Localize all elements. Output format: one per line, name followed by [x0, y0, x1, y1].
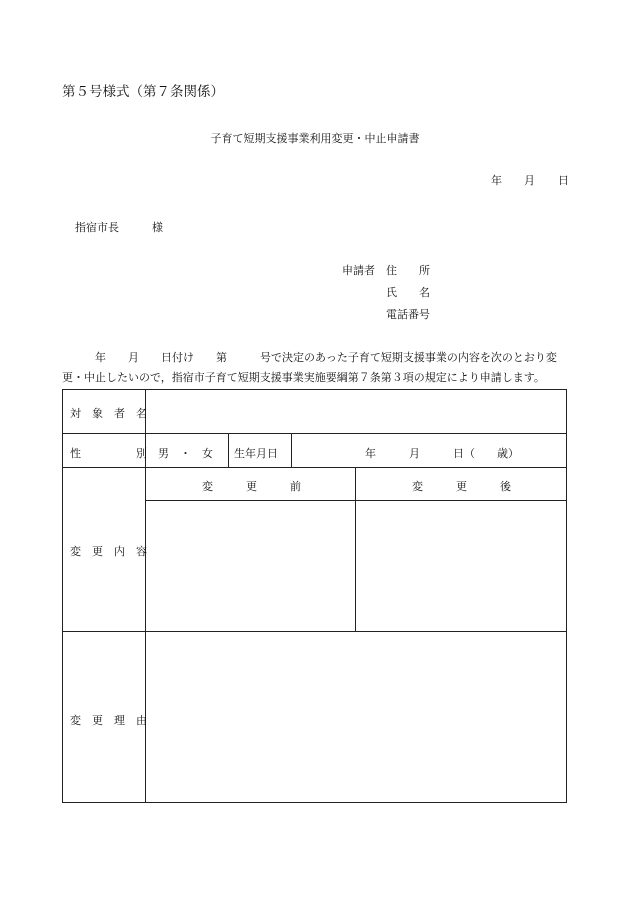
subject-name-label: 対 象 者 名 — [70, 407, 147, 420]
application-table — [62, 389, 567, 803]
applicant-label: 申請者 — [342, 264, 375, 277]
date-year: 年 — [491, 174, 502, 187]
change-reason-label: 変 更 理 由 — [70, 714, 147, 727]
application-paragraph — [62, 348, 582, 388]
column-divider — [355, 467, 356, 631]
applicant-phone-label: 電話番号 — [386, 308, 430, 321]
addressee-name: 指宿市長 — [75, 221, 119, 234]
applicant-address-label: 住 所 — [386, 264, 430, 277]
before-change-label: 変 更 前 — [202, 480, 301, 493]
paragraph-line-1: 年 月 日付け 第 号で決定のあった子育て短期支援事業の内容を次のとおり変 — [62, 351, 557, 364]
column-divider — [291, 433, 292, 467]
addressee-honorific: 様 — [152, 221, 163, 234]
column-divider — [228, 433, 229, 467]
row-divider — [63, 467, 566, 468]
form-number: 第５号様式（第７条関係） — [62, 84, 224, 100]
date-month: 月 — [524, 174, 535, 187]
date-day: 日 — [558, 174, 569, 187]
birth-date-value: 年 月 日（ 歳） — [365, 447, 519, 460]
change-content-label: 変 更 内 容 — [70, 545, 147, 558]
sex-label: 性 別 — [70, 447, 147, 460]
row-divider — [63, 631, 566, 632]
sex-options: 男 ・ 女 — [158, 447, 213, 460]
paragraph-line-2: 更・中止したいので，指宿市子育て短期支援事業実施要綱第７条第３項の規定により申請します。 — [62, 371, 545, 384]
applicant-name-label: 氏 名 — [386, 286, 430, 299]
row-divider — [63, 433, 566, 434]
document-title: 子育て短期支援事業利用変更・中止申請書 — [210, 132, 420, 145]
birth-date-label: 生年月日 — [234, 447, 278, 460]
after-change-label: 変 更 後 — [412, 480, 511, 493]
